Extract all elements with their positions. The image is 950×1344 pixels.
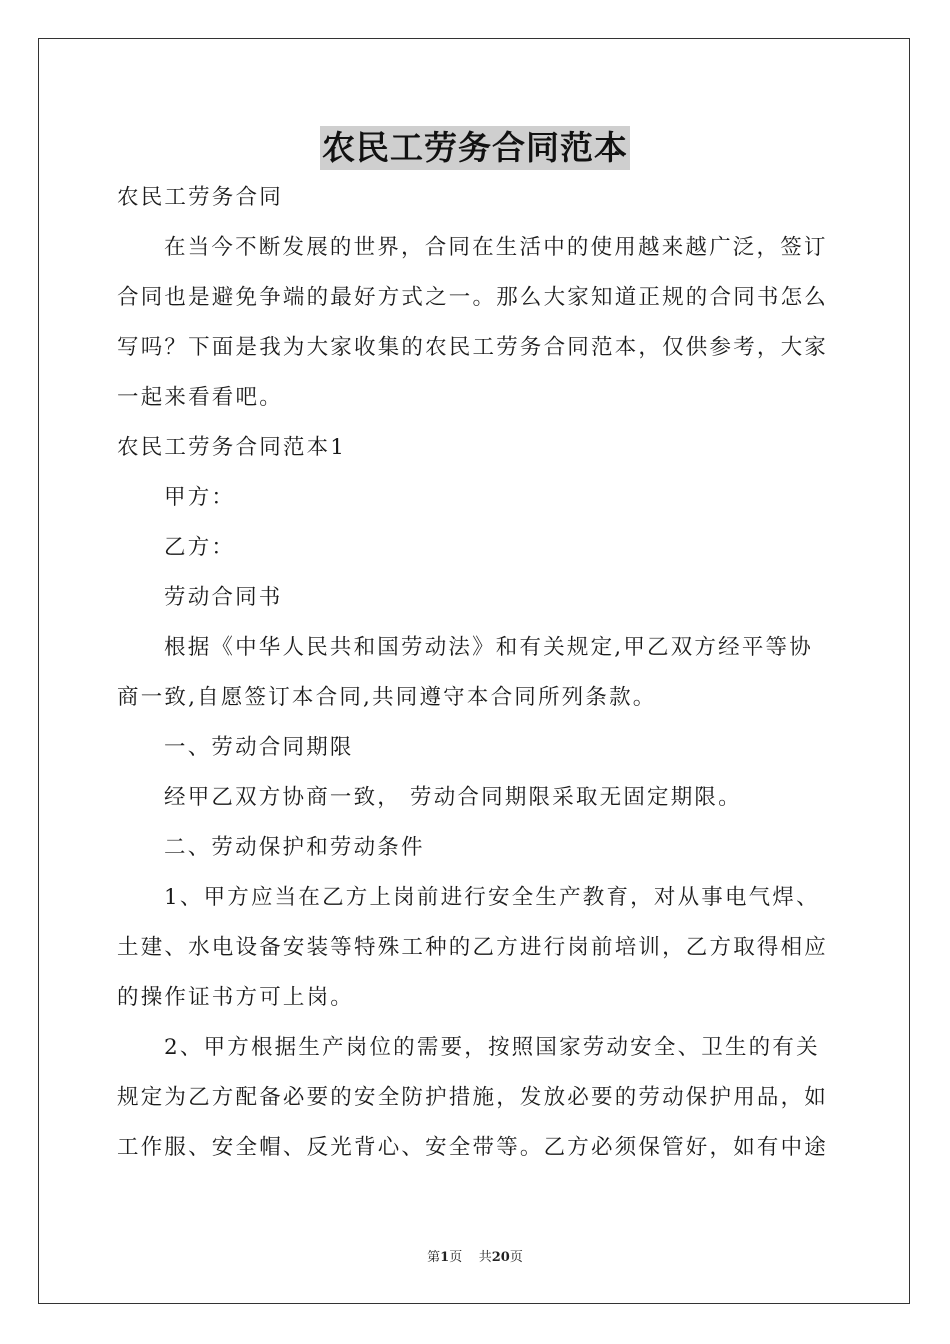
text-line: 甲方： bbox=[164, 485, 236, 510]
page-total: 20 bbox=[491, 1250, 510, 1265]
page-suffix: 页 bbox=[449, 1250, 463, 1265]
text-line: 一、劳动合同期限 bbox=[164, 735, 354, 760]
total-prefix: 共 bbox=[478, 1250, 492, 1265]
document-title: 农民工劳务合同范本 bbox=[320, 126, 630, 170]
document-body bbox=[117, 173, 837, 1173]
text-line: 一起来看看吧。 bbox=[117, 385, 283, 410]
text-line: 写吗？下面是我为大家收集的农民工劳务合同范本，仅供参考，大家 bbox=[117, 335, 829, 360]
text-line: 的操作证书方可上岗。 bbox=[117, 985, 355, 1010]
section-heading: 农民工劳务合同范本1 bbox=[117, 435, 347, 460]
text-line: 经甲乙双方协商一致， 劳动合同期限采取无固定期限。 bbox=[164, 785, 742, 810]
text-line: 工作服、安全帽、反光背心、安全带等。乙方必须保管好，如有中途 bbox=[117, 1135, 829, 1160]
text-line: 劳动合同书 bbox=[164, 585, 283, 610]
page-current: 1 bbox=[440, 1250, 450, 1265]
text-line: 1、甲方应当在乙方上岗前进行安全生产教育，对从事电气焊、 bbox=[164, 885, 820, 910]
text-line: 根据《中华人民共和国劳动法》和有关规定,甲乙双方经平等协 bbox=[164, 635, 813, 660]
page-prefix: 第 bbox=[427, 1250, 441, 1265]
title-container bbox=[0, 126, 950, 170]
text-line: 规定为乙方配备必要的安全防护措施，发放必要的劳动保护用品，如 bbox=[117, 1085, 829, 1110]
text-line: 在当今不断发展的世界，合同在生活中的使用越来越广泛，签订 bbox=[164, 235, 828, 260]
page-footer bbox=[0, 1246, 950, 1265]
total-suffix: 页 bbox=[509, 1250, 523, 1265]
text-line: 土建、水电设备安装等特殊工种的乙方进行岗前培训，乙方取得相应 bbox=[117, 935, 829, 960]
text-line: 乙方： bbox=[164, 535, 236, 560]
text-line: 合同也是避免争端的最好方式之一。那么大家知道正规的合同书怎么 bbox=[117, 285, 829, 310]
text-line: 二、劳动保护和劳动条件 bbox=[164, 835, 425, 860]
text-line: 商一致,自愿签订本合同,共同遵守本合同所列条款。 bbox=[117, 685, 657, 710]
text-line: 2、甲方根据生产岗位的需要，按照国家劳动安全、卫生的有关 bbox=[164, 1035, 820, 1060]
text-line: 农民工劳务合同 bbox=[117, 185, 283, 210]
